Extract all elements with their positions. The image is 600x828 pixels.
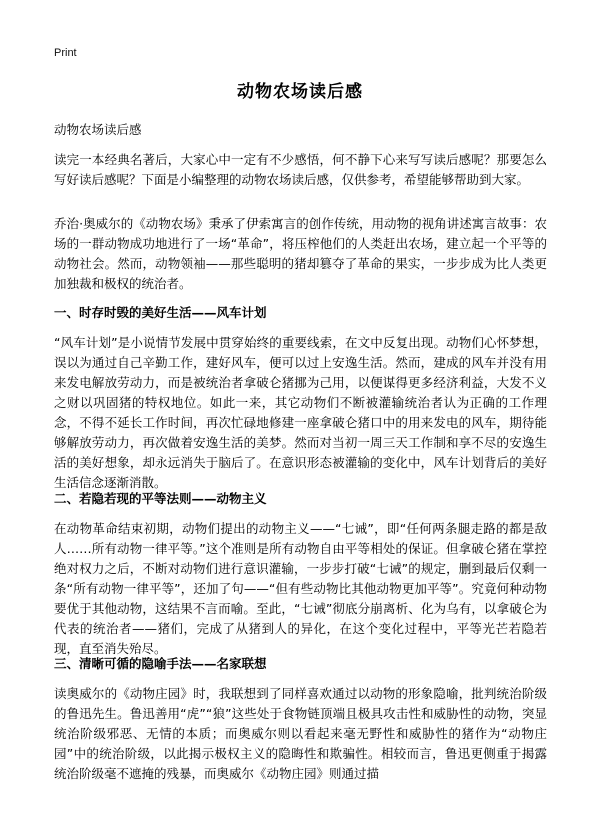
document-title: 动物农场读后感 bbox=[237, 82, 363, 102]
section-body-2: 在动物革命结束初期，动物们提出的动物主义——“七诫”，即“任何两条腿走路的都是敌人……所有动物一律平等。”这个准则是所有动物自由平等相处的保证。但拿破仑猪在掌控绝对权力之后，不断对动物们进行意识灌输，一步步打破“七诫”的规定，删到最后仅剩一条“所有动物一律平等”，还加了句——“但有些动物比其他动物更加平等”。究竟何种动物要优于其他动物，这结果不言而喻。至此，“七诫”彻底分崩离析、化为乌有，以拿破仑为代表的统治者——猪们，完成了从猪到人的异化，在这个变化过程中，平等光芒若隐若现，直至消失殆尽。 bbox=[54, 521, 547, 656]
print-label: Print bbox=[54, 47, 77, 59]
section-body-3: 读奥威尔的《动物庄园》时，我联想到了同样喜欢通过以动物的形象隐喻，批判统治阶级的鲁迅先生。鲁迅善用“虎”“狼”这些处于食物链顶端且极具攻击性和威胁性的动物，突显统治阶级邪恶、无情的本质；而奥威尔则以看起来毫无野性和威胁性的猪作为“动物庄园”中的统治阶级，以此揭示极权主义的隐晦性和欺骗性。相较而言，鲁迅更侧重于揭露统治阶级毫不遮掩的残暴，而奥威尔《动物庄园》则通过描 bbox=[54, 686, 547, 781]
section-heading-2: 二、若隐若现的平等法则——动物主义 bbox=[54, 491, 267, 506]
section-heading-1: 一、时存时毁的美好生活——风车计划 bbox=[54, 305, 267, 320]
summary-paragraph: 乔治·奥威尔的《动物农场》秉承了伊索寓言的创作传统，用动物的视角讲述寓言故事：农场的一群动物成功地进行了一场“革命”，将压榨他们的人类赶出农场，建立起一个平等的动物社会。然而，动物领袖——那些聪明的猪却篡夺了革命的果实，一步步成为比人类更加独裁和极权的统治者。 bbox=[54, 216, 547, 291]
section-body-1: “风车计划”是小说情节发展中贯穿始终的重要线索，在文中反复出现。动物们心怀梦想，误以为通过自己辛勤工作，建好风车，便可以过上安逸生活。然而，建成的风车并没有用来发电解放劳动力，而是被统治者拿破仑猪挪为己用，以便谋得更多经济利益，大发不义之财以巩固猪的特权地位。如此一来，其它动物们不断被灌输统治者认为正确的工作理念，不得不延长工作时间，再次忙碌地修建一座拿破仑猪口中的用来发电的风车，期待能够解放劳动力，再次做着安逸生活的美梦。然而对当初一周三天工作制和享不尽的安逸生活的美好想象，却永远消失于脑后了。在意识形态被灌输的变化中，风车计划背后的美好生活信念逐渐消散。 bbox=[54, 335, 547, 490]
intro-paragraph: 读完一本经典名著后，大家心中一定有不少感悟，何不静下心来写写读后感呢？那要怎么写好读后感呢？下面是小编整理的动物农场读后感，仅供参考，希望能够帮助到大家。 bbox=[54, 152, 547, 187]
document-subtitle: 动物农场读后感 bbox=[54, 122, 142, 137]
section-heading-3: 三、清晰可循的隐喻手法——名家联想 bbox=[54, 656, 267, 671]
